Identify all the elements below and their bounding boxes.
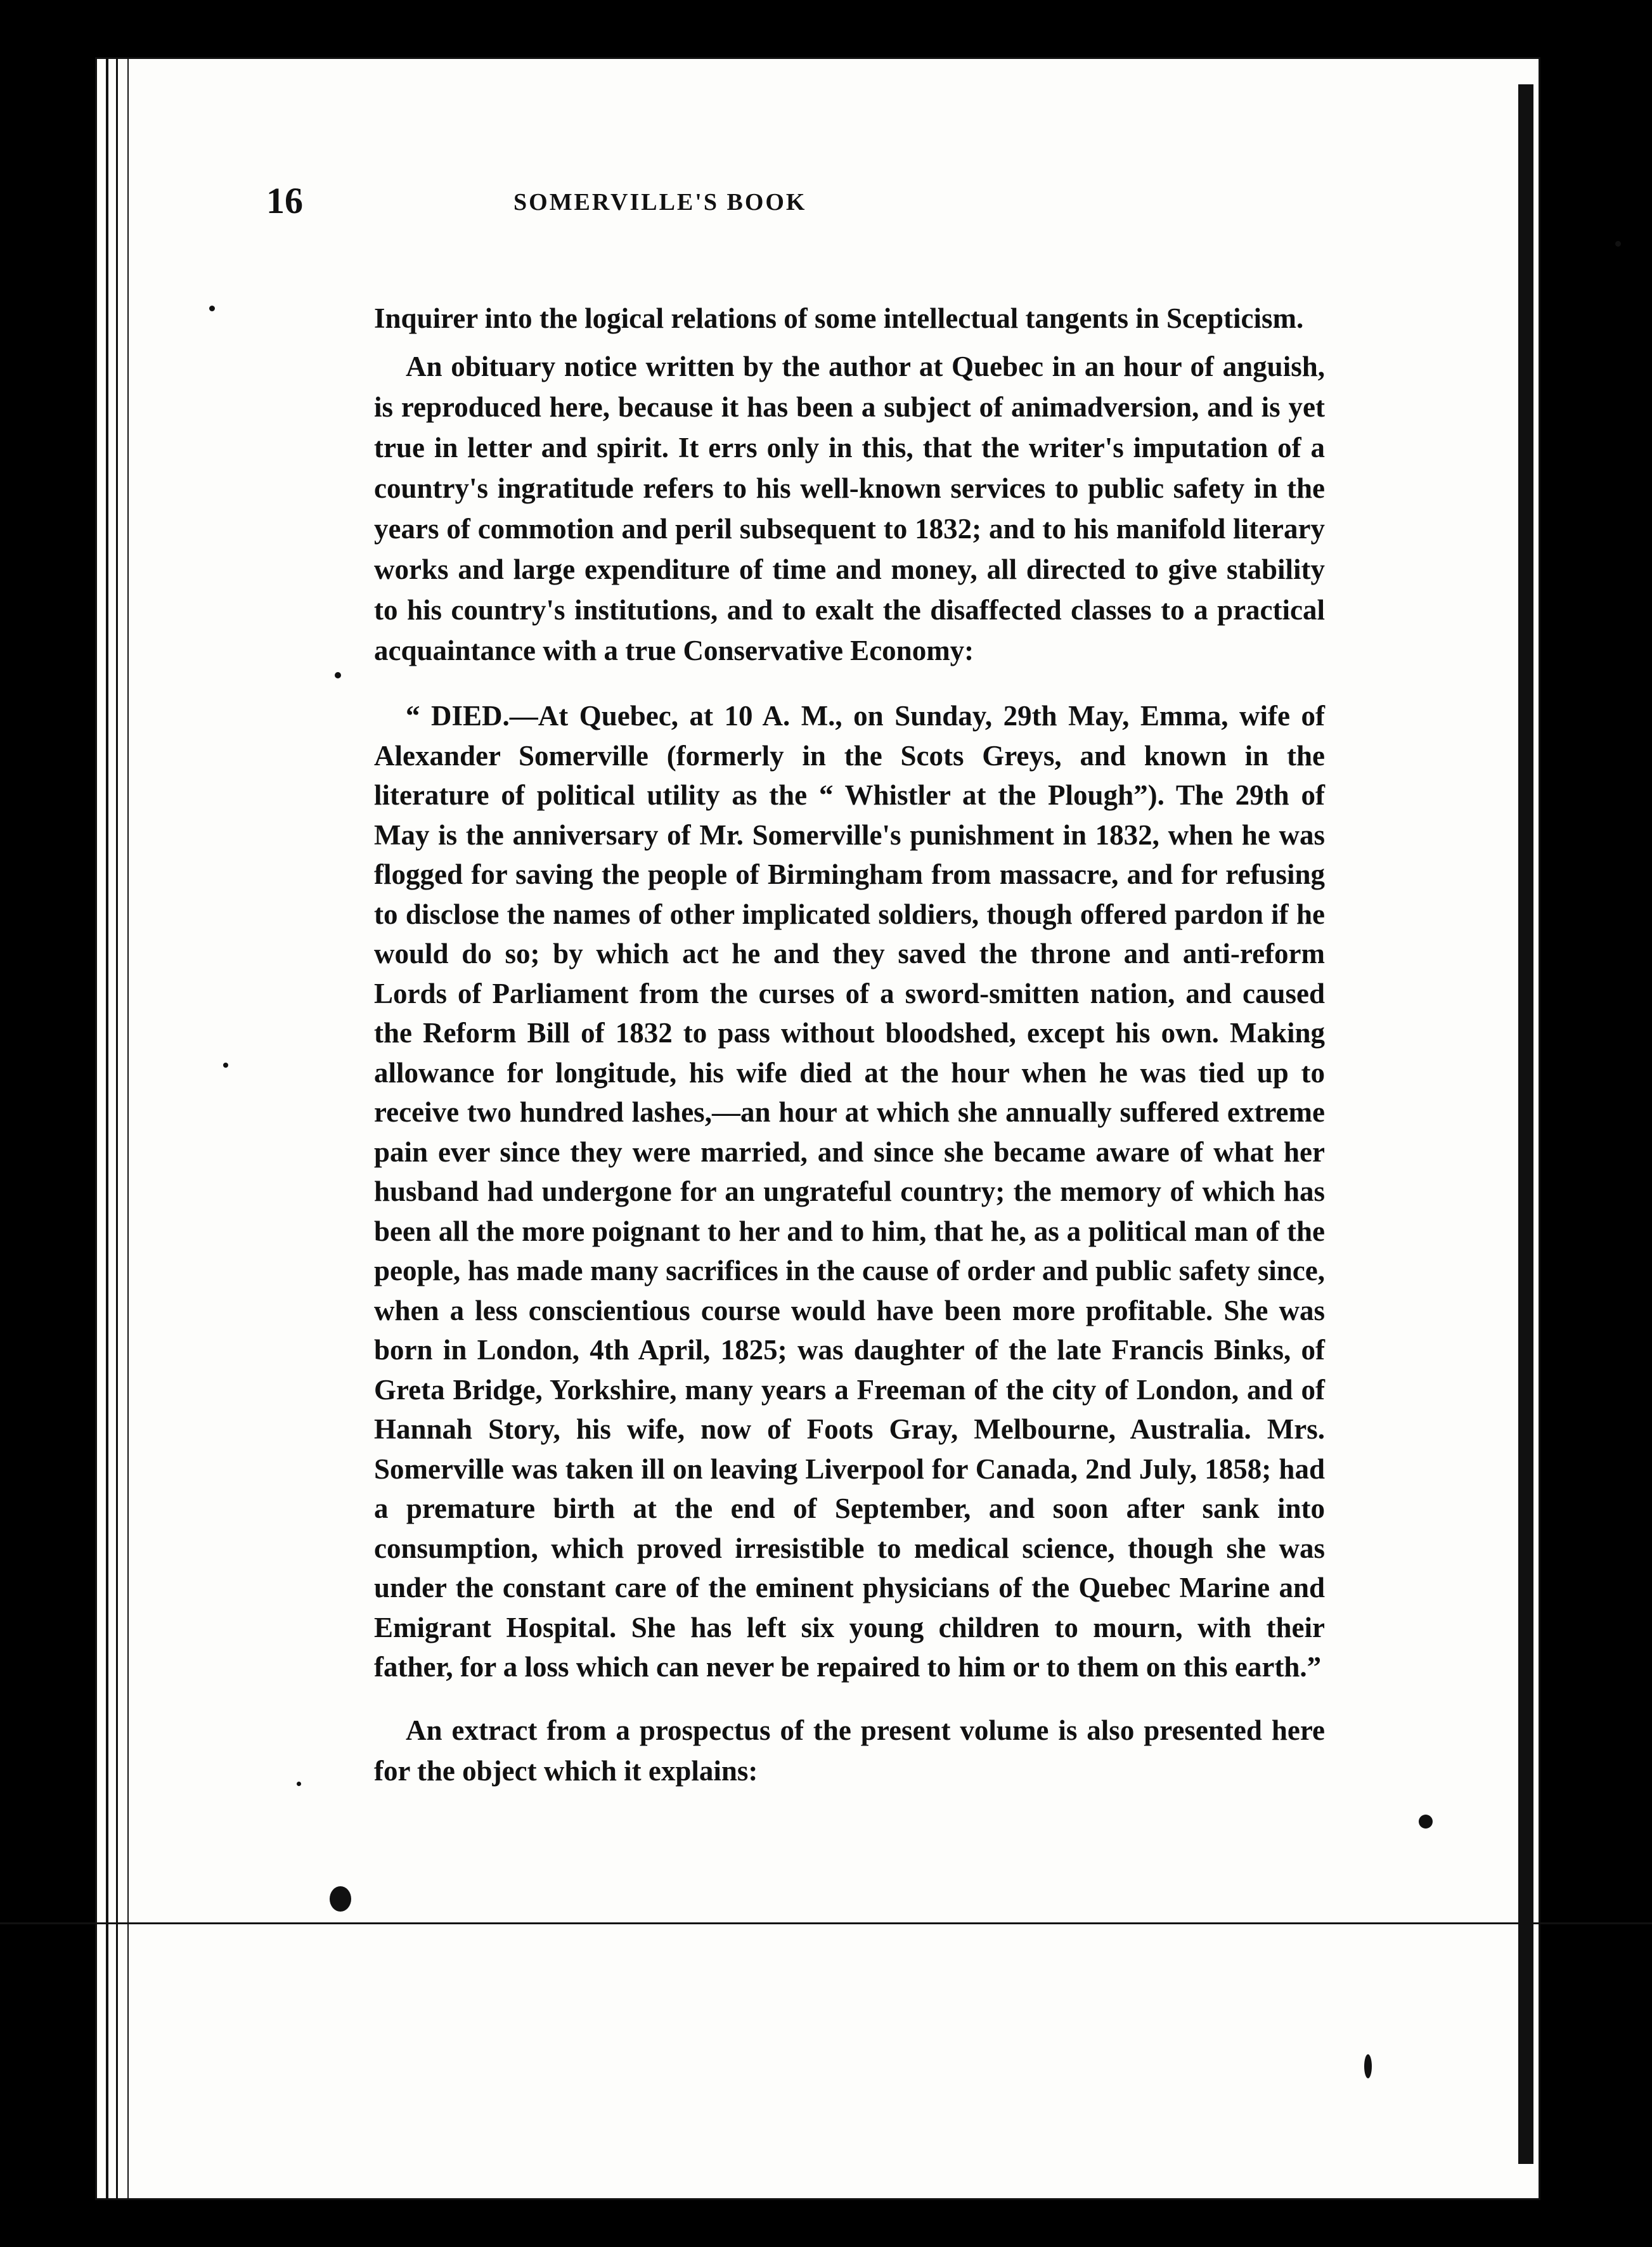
paragraph-continuation: Inquirer into the logical relations of some intellectual tangents in Scepticism. bbox=[374, 302, 1304, 334]
paragraph-extract-intro: An extract from a prospectus of the present volume is also presented here for the object which it explains: bbox=[374, 1714, 1325, 1787]
binding-shadow bbox=[1518, 84, 1533, 2164]
page-edge-line bbox=[116, 59, 118, 2198]
page-number: 16 bbox=[266, 180, 303, 221]
running-title: SOMERVILLE'S BOOK bbox=[513, 189, 807, 216]
page-edge-line bbox=[127, 59, 129, 2198]
scan-line bbox=[0, 1922, 1652, 1924]
page-header bbox=[266, 179, 995, 249]
page-edge-line bbox=[106, 59, 108, 2198]
obituary-quote: “ DIED.—At Quebec, at 10 A. M., on Sunday, 29th May, Emma, wife of Alexander Somerville (formerly in the Scots Greys, and known in the literature of political utility as the “ Whistler at the Plough”). The 29th of May is the anniversary of Mr. Somerville's punishment in 1832, when he was flogged for saving the people of Birmingham from massacre, and for refusing to disclose the names of other implicated soldiers, though offered pardon if he would do so; by which act he and they saved the throne and anti-reform Lords of Parliament from the curses of a sword-smitten nation, and caused the Reform Bill of 1832 to pass without bloodshed, except his own. Making allowance for longitude, his wife died at the hour when he was tied up to receive two hundred lashes,—an hour at which she annually suffered extreme pain ever since they were married, and since she became aware of what her husband had undergone for an ungrateful country; the memory of which has been all the more poignant to her and to him, that he, as a political man of the people, has made many sacrifices in the cause of order and public safety since, when a less conscientious course would have been more profitable. She was born in London, 4th April, 1825; was daughter of the late Francis Binks, of Greta Bridge, Yorkshire, many years a Freeman of the city of London, and of Hannah Story, his wife, now of Foots Gray, Melbourne, Australia. Mrs. Somerville was taken ill on leaving Liverpool for Canada, 2nd July, 1858; had a premature birth at the end of September, and soon after sank into consumption, which proved irresistible to medical science, though she was under the constant care of the eminent physicians of the Quebec Marine and Emigrant Hospital. She has left six young children to mourn, with their father, for a loss which can never be repaired to him or to them on this earth.” bbox=[374, 700, 1325, 1683]
page-body bbox=[374, 298, 1325, 1799]
paragraph-intro: An obituary notice written by the author at Quebec in an hour of anguish, is reproduced here, because it has been a subject of animadversion, and is yet true in letter and spirit. It errs only in this, that the writer's imputation of a country's ingratitude refers to his well-known services to public safety in the years of commotion and peril subsequent to 1832; and to his manifold literary works and large expenditure of time and money, all directed to give stability to his country's institutions, and to exalt the disaffected classes to a practical acquaintance with a true Conservative Economy: bbox=[374, 351, 1325, 666]
